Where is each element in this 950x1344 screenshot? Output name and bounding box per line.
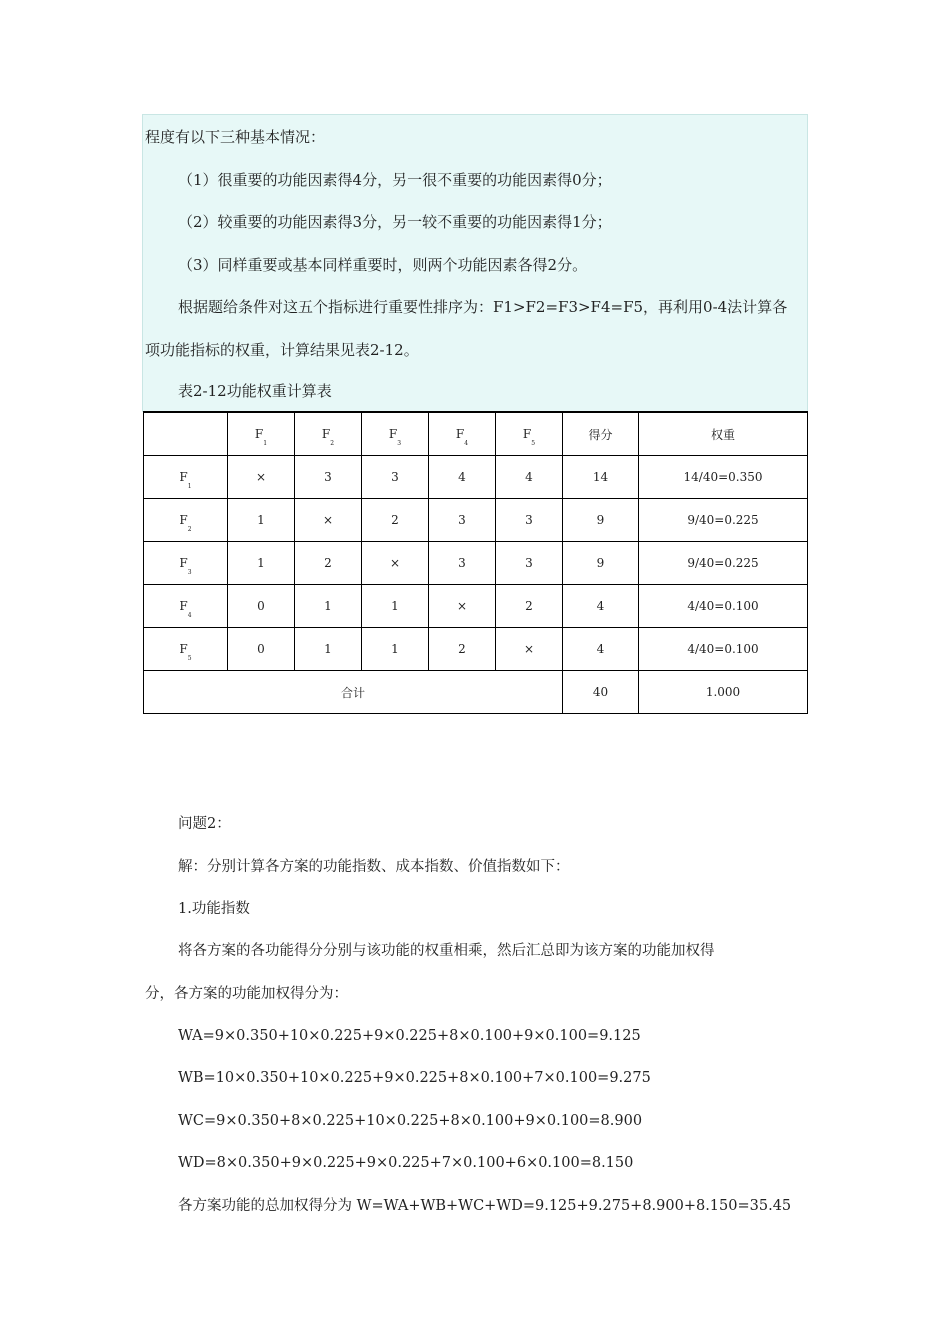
- table-cell: ×: [429, 585, 496, 628]
- rule-3-text: （3）同样重要或基本同样重要时，则两个功能因素各得2分。: [178, 256, 588, 274]
- score-cell: 14: [563, 456, 639, 499]
- formula-wa: WA=9×0.350+10×0.225+9×0.225+8×0.100+9×0.100=9.125: [178, 1028, 641, 1044]
- table-cell: 4: [496, 456, 563, 499]
- method-paragraph-line-2: 分，各方案的功能加权得分为：: [145, 986, 348, 1002]
- header-cell-f3: $F_3$: [362, 412, 429, 456]
- row-label-f3: $F_3$: [144, 542, 228, 585]
- table-cell: 3: [496, 542, 563, 585]
- total-score-cell: 40: [563, 671, 639, 714]
- table-row: [144, 499, 808, 542]
- table-cell: 1: [295, 628, 362, 671]
- table-cell: ×: [496, 628, 563, 671]
- table-row: [144, 456, 808, 499]
- table-cell: 1: [362, 628, 429, 671]
- table-cell: ×: [228, 456, 295, 499]
- table-header-row: [144, 412, 808, 456]
- total-weighted-score: 各方案功能的总加权得分为 W=WA+WB+WC+WD=9.125+9.275+8.900+8.150=35.45: [178, 1198, 792, 1214]
- table-cell: 0: [228, 628, 295, 671]
- formula-wc: WC=9×0.350+8×0.225+10×0.225+8×0.100+9×0.100=8.900: [178, 1113, 643, 1129]
- header-cell-f5: $F_5$: [496, 412, 563, 456]
- solution-text: 解：分别计算各方案的功能指数、成本指数、价值指数如下：: [178, 859, 570, 875]
- weight-cell: 9/40=0.225: [639, 499, 808, 542]
- weight-cell: 14/40=0.350: [639, 456, 808, 499]
- table-cell: 2: [362, 499, 429, 542]
- table-caption: 表2-12功能权重计算表: [178, 382, 332, 400]
- table-cell: 2: [496, 585, 563, 628]
- table-cell: ×: [295, 499, 362, 542]
- weight-table: [143, 411, 808, 714]
- header-cell-f1: $F_1$: [228, 412, 295, 456]
- table-cell: 1: [362, 585, 429, 628]
- function-index-heading: 1.功能指数: [178, 901, 250, 917]
- intro-text: 程度有以下三种基本情况：: [145, 128, 326, 146]
- table-cell: 3: [496, 499, 563, 542]
- header-cell-f2: $F_2$: [295, 412, 362, 456]
- row-label-f2: $F_2$: [144, 499, 228, 542]
- ranking-paragraph-line-2: 项功能指标的权重，计算结果见表2-12。: [145, 341, 419, 359]
- table-total-row: [144, 671, 808, 714]
- score-cell: 9: [563, 542, 639, 585]
- row-label-f4: $F_4$: [144, 585, 228, 628]
- row-label-f5: $F_5$: [144, 628, 228, 671]
- table-cell: 1: [295, 585, 362, 628]
- weight-cell: 4/40=0.100: [639, 585, 808, 628]
- score-cell: 4: [563, 585, 639, 628]
- weight-cell: 4/40=0.100: [639, 628, 808, 671]
- header-cell-score: 得分: [563, 412, 639, 456]
- weight-cell: 9/40=0.225: [639, 542, 808, 585]
- table-cell: 3: [429, 499, 496, 542]
- table-row: [144, 542, 808, 585]
- method-paragraph-line-1: 将各方案的各功能得分分别与该功能的权重相乘，然后汇总即为该方案的功能加权得: [178, 943, 715, 959]
- table-cell: 3: [362, 456, 429, 499]
- formula-wd: WD=8×0.350+9×0.225+9×0.225+7×0.100+6×0.100=8.150: [178, 1155, 634, 1171]
- rule-2-text: （2）较重要的功能因素得3分，另一较不重要的功能因素得1分；: [178, 213, 612, 231]
- header-cell-f4: $F_4$: [429, 412, 496, 456]
- table-cell: 4: [429, 456, 496, 499]
- total-label-cell: 合计: [144, 671, 563, 714]
- table-cell: 2: [295, 542, 362, 585]
- header-corner-cell: [144, 412, 228, 456]
- table-row: [144, 585, 808, 628]
- table-cell: 3: [295, 456, 362, 499]
- total-weight-cell: 1.000: [639, 671, 808, 714]
- formula-wb: WB=10×0.350+10×0.225+9×0.225+8×0.100+7×0.100=9.275: [178, 1070, 651, 1086]
- table-cell: 1: [228, 542, 295, 585]
- table-cell: ×: [362, 542, 429, 585]
- rule-1-text: （1）很重要的功能因素得4分，另一很不重要的功能因素得0分；: [178, 171, 612, 189]
- score-cell: 4: [563, 628, 639, 671]
- table-cell: 2: [429, 628, 496, 671]
- header-cell-weight: 权重: [639, 412, 808, 456]
- table-cell: 0: [228, 585, 295, 628]
- table-row: [144, 628, 808, 671]
- row-label-f1: $F_1$: [144, 456, 228, 499]
- score-cell: 9: [563, 499, 639, 542]
- ranking-paragraph-line-1: 根据题给条件对这五个指标进行重要性排序为：F1>F2=F3>F4=F5，再利用0-4法计算各: [178, 298, 788, 316]
- question-2-heading: 问题2：: [178, 816, 231, 832]
- table-cell: 1: [228, 499, 295, 542]
- table-cell: 3: [429, 542, 496, 585]
